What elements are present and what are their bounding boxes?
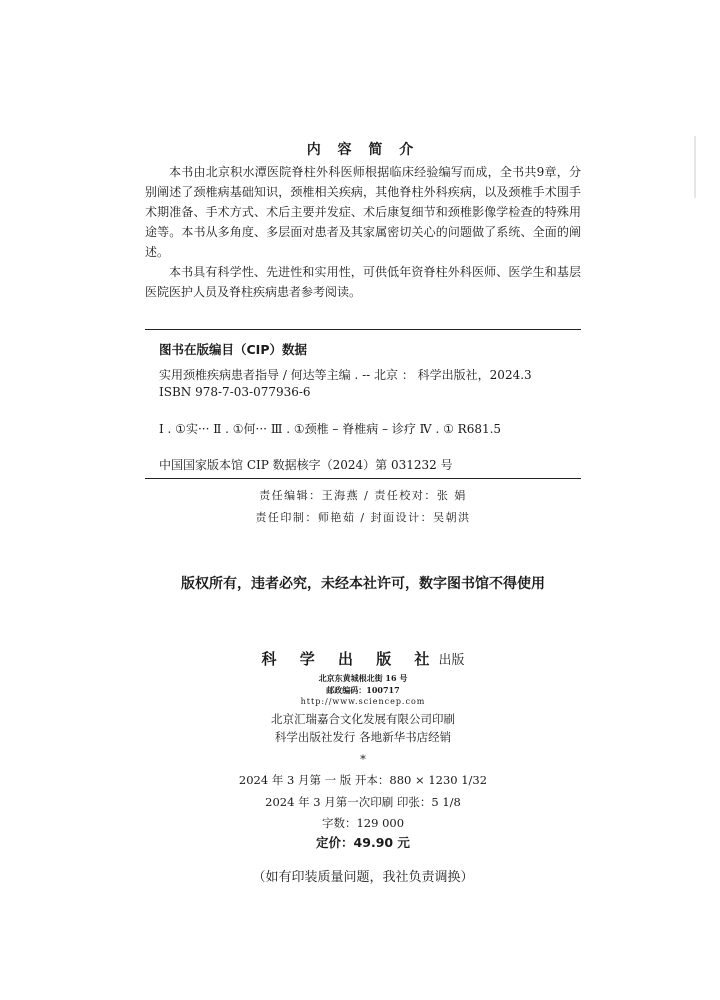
intro-paragraph-1: 本书由北京积水潭医院脊柱外科医师根据临床经验编写而成，全书共9章，分别阐述了颈椎病基础知识，颈椎相关疾病，其他脊柱外科疾病，以及颈椎手术围手术期准备、手术方式、术后主要并发症、术后康复细节和颈椎影像学检查的特殊用途等。本书从多角度、多层面对患者及其家属密切关心的问题做了系统、全面的阐述。 — [145, 165, 581, 259]
distribution-line: 科学出版社发行 各地新华书店经销 — [274, 730, 452, 744]
publisher-suffix: 出版 — [438, 653, 465, 668]
publisher-address: 北京东黄城根北街 16 号 — [318, 673, 408, 683]
cip-heading: 图书在版编目（CIP）数据 — [159, 342, 307, 357]
cip-isbn: ISBN 978-7-03-077936-6 — [159, 385, 311, 399]
cip-title-line: 实用颈椎疾病患者指导 / 何达等主编 . -- 北京 ： 科学出版社，2024.3 — [159, 368, 532, 382]
word-count: 字数：129 000 — [321, 816, 405, 830]
intro-body — [145, 162, 581, 302]
cip-data-block — [145, 329, 581, 479]
intro-title: 内 容 简 介 — [306, 142, 420, 158]
publisher-line — [145, 648, 581, 669]
intro-paragraph-2: 本书具有科学性、先进性和实用性，可供低年资脊柱外科医师、医学生和基层医院医护人员及脊柱疾病患者参考阅读。 — [145, 265, 581, 299]
publisher-postcode: 邮政编码：100717 — [326, 685, 400, 695]
quality-notice: （如有印装质量问题，我社负责调换） — [252, 870, 474, 885]
edition-line: 2024 年 3 月第 一 版 开本：880 × 1230 1/32 — [238, 773, 488, 787]
publisher-website: http://www.sciencep.com — [300, 697, 426, 706]
cip-record-number: 中国国家版本馆 CIP 数据核字（2024）第 031232 号 — [159, 458, 453, 472]
publisher-name: 科 学 出 版 社 — [261, 650, 439, 668]
printer-line: 北京汇瑞嘉合文化发展有限公司印刷 — [271, 712, 455, 726]
page-edge-mark — [694, 136, 696, 198]
separator-star: * — [360, 752, 366, 766]
cip-classification: Ⅰ . ①实··· Ⅱ . ①何··· Ⅲ . ①颈椎 – 脊椎病 – 诊疗 Ⅳ . ① R681.5 — [159, 422, 502, 436]
copyright-notice: 版权所有，违者必究，未经本社许可，数字图书馆不得使用 — [181, 576, 545, 592]
printing-line: 2024 年 3 月第一次印刷 印张：5 1/8 — [265, 795, 461, 809]
staff-editors: 责任编辑：王海燕 / 责任校对：张 娟 — [259, 489, 467, 502]
price: 定价：49.90 元 — [316, 835, 410, 850]
staff-production: 责任印制：师艳茹 / 封面设计：吴朝洪 — [255, 511, 471, 524]
